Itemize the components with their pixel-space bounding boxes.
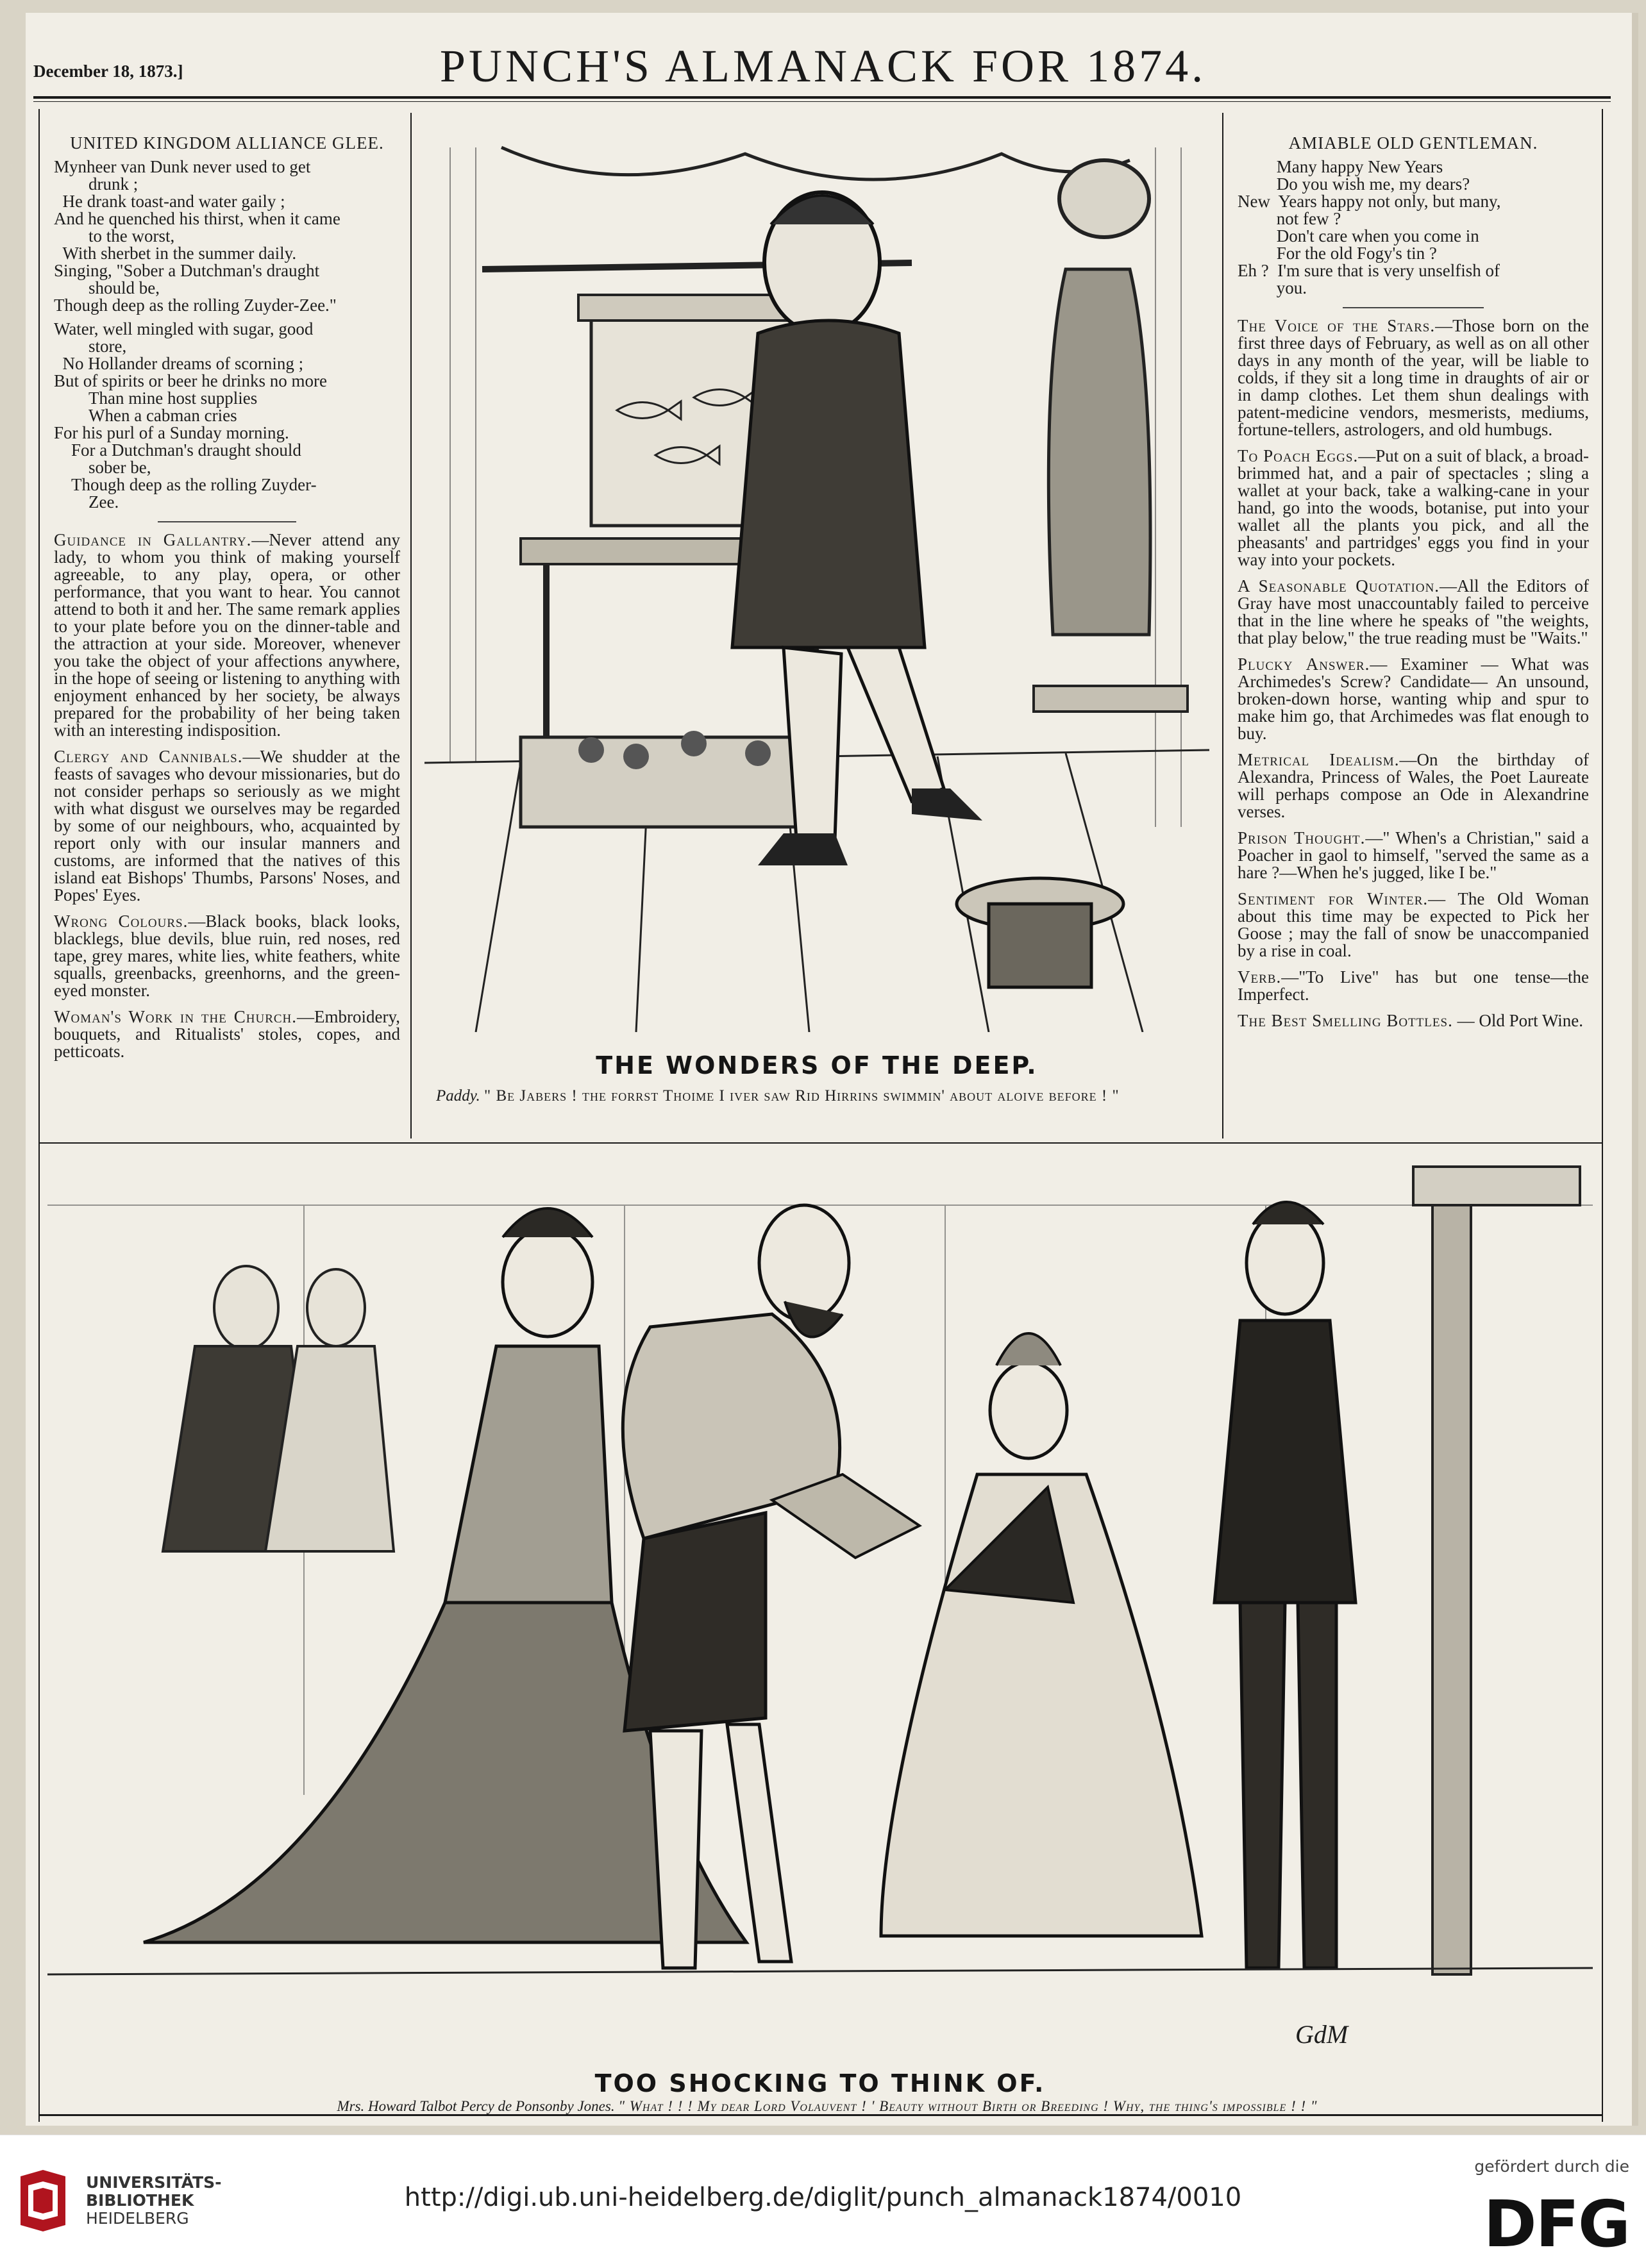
- artist-signature: GdM: [1295, 2020, 1348, 2049]
- paragraph-text: —All the Editors of Gray have most unaccountably failed to perceive that in the line where he speaks of "the weights, that play below," the true reading must be "Waits.": [1238, 576, 1589, 647]
- paragraph: [1238, 578, 1589, 647]
- verse-line: Do you wish me, my dears?: [1238, 174, 1470, 194]
- paragraph: [1238, 830, 1589, 881]
- paragraph-text: —Never attend any lady, to whom you think of making yourself agreeable, to any play, opera, or other performance, that you want to hear. You cannot attend to both it and her. The same remark applies to your plate before you on the dinner-table and the attraction at your side. Moreover, whenever you take the object of your affections anywhere, in the hope of seeing or listening to anything with enjoyment enhanced by her society, be always prepared for the probability of her being taken with an interesting indisposition.: [54, 530, 400, 740]
- verse-line: Though deep as the rolling Zuyder-: [54, 475, 317, 494]
- bottom-cartoon-speaker: Mrs. Howard Talbot Percy de Ponsonby Jones.: [337, 2098, 615, 2114]
- library-line: BIBLIOTHEK: [86, 2191, 194, 2210]
- verse-line: you.: [1238, 278, 1307, 297]
- verse-line: to the worst,: [54, 226, 175, 246]
- verse-line: When a cabman cries: [54, 406, 237, 425]
- verse-line: No Hollander dreams of scorning ;: [54, 354, 304, 373]
- verse-line: New Years happy not only, but many,: [1238, 192, 1501, 211]
- paragraph-lead: To Poach Eggs.: [1238, 446, 1359, 465]
- paragraph-lead: Metrical Idealism.: [1238, 750, 1400, 769]
- library-line: UNIVERSITÄTS-: [86, 2173, 222, 2192]
- verse-line: He drank toast-and water gaily ;: [54, 192, 285, 211]
- divider: [1343, 307, 1483, 308]
- paragraph: [1238, 969, 1589, 1003]
- paragraph-text: — The Old Woman about this time may be expected to Pick her Goose ; may the fall of snow be unaccompanied by a rise in coal.: [1238, 889, 1589, 960]
- verse-line: For a Dutchman's draught should: [54, 440, 301, 460]
- paragraph: [54, 748, 400, 904]
- paragraph-text: —On the birthday of Alexandra, Princess of Wales, the Poet Laureate will perhaps compose an Ode in Alexandrine verses.: [1238, 750, 1590, 821]
- paragraph: [1238, 317, 1589, 438]
- top-cartoon-title: THE WONDERS OF THE DEEP.: [596, 1051, 1038, 1080]
- paragraph-text: — Examiner — What was Archimedes's Screw? Candidate— An unsound, broken-down horse, wanting whip and spur to make him go, that Archimedes was flat enough to buy.: [1238, 655, 1589, 743]
- paragraph-lead: Woman's Work in the Church.: [54, 1007, 298, 1026]
- verse-line: Zee.: [54, 492, 119, 512]
- section-divider: [38, 1142, 1603, 1144]
- paragraph-text: —Put on a suit of black, a broad-brimmed hat, and a pair of spectacles ; sling a wallet at your back, take a walking-cane in your hand, go into the woods, botanise, put into your wallet all the plants you pick, and all the pheasants' and partridges' eggs you find in your way into your pockets.: [1238, 446, 1589, 569]
- poem-title: AMIABLE OLD GENTLEMAN.: [1288, 133, 1538, 153]
- verse-line: For the old Fogy's tin ?: [1238, 244, 1437, 263]
- paragraph-lead: A Seasonable Quotation.: [1238, 576, 1440, 596]
- verse-line: Don't care when you come in: [1238, 226, 1479, 246]
- paragraph: [1238, 1012, 1589, 1030]
- verse-line: should be,: [54, 278, 160, 297]
- paragraph: [54, 1008, 400, 1060]
- dfg-logo: DFG: [1483, 2187, 1629, 2262]
- paragraph-text: —" When's a Christian," said a Poacher in gaol to himself, "served the same as a hare ?—When he's jugged, like I be.": [1238, 828, 1589, 882]
- too-shocking-illustration: [47, 1154, 1593, 2051]
- paragraph-text: —"To Live" has but one tense—the Imperfect.: [1238, 967, 1589, 1004]
- paragraph: [1238, 447, 1589, 569]
- verse-line: For his purl of a Sunday morning.: [54, 423, 289, 442]
- paragraph-lead: Clergy and Cannibals.: [54, 747, 243, 766]
- paragraph-lead: Prison Thought.: [1238, 828, 1366, 847]
- header-rule-thin: [33, 101, 1611, 102]
- bottom-rule: [38, 2114, 1603, 2116]
- column-divider-left: [410, 113, 412, 1138]
- top-cartoon-speaker: Paddy.: [436, 1087, 480, 1105]
- verse-line: not few ?: [1238, 209, 1341, 228]
- verse-line: sober be,: [54, 458, 151, 477]
- verse-line: But of spirits or beer he drinks no more: [54, 371, 327, 390]
- header-rule: [33, 96, 1611, 99]
- frame-right: [1602, 109, 1603, 2122]
- bottom-cartoon-caption: [64, 2099, 1590, 2114]
- verse-line: Though deep as the rolling Zuyder-Zee.": [54, 296, 337, 315]
- verse-line: Mynheer van Dunk never used to get: [54, 157, 311, 176]
- right-column: [1238, 135, 1589, 1030]
- paragraph: [1238, 890, 1589, 960]
- paragraph-lead: Wrong Colours.: [54, 912, 189, 931]
- viewer-footer: [0, 2135, 1646, 2268]
- top-cartoon-quote: " Be Jabers ! the forrst Thoime I iver saw Rid Hirrins swimmin' about aloive before ! ": [484, 1087, 1120, 1105]
- paragraph-text: —Embroidery, bouquets, and Ritualists' stoles, copes, and petticoats.: [54, 1007, 400, 1061]
- permalink-url[interactable]: http://digi.ub.uni-heidelberg.de/diglit/punch_almanack1874/0010: [404, 2183, 1242, 2212]
- verse-line: drunk ;: [54, 174, 139, 194]
- paragraph-text: —Those born on the first three days of February, as well as on all other days in any month of the year, will be liable to colds, if they sit a long time in draughts of air or in damp clothes. Let them shun dealings with patent-medicine vendors, mesmerists, mediums, fortune-tellers, astrologers, and old humbugs.: [1238, 316, 1589, 439]
- frame-left: [38, 109, 40, 2122]
- page-title: PUNCH'S ALMANACK FOR 1874.: [439, 40, 1207, 92]
- paragraph-lead: The Best Smelling Bottles.: [1238, 1011, 1453, 1030]
- poem-verse: [1238, 158, 1589, 297]
- issue-date: December 18, 1873.]: [33, 62, 183, 81]
- verse-line: Water, well mingled with sugar, good: [54, 319, 314, 338]
- column-divider-right: [1222, 113, 1223, 1138]
- verse-line: Many happy New Years: [1238, 157, 1443, 176]
- paragraph-text: —Black books, black looks, blacklegs, blue devils, blue ruin, red noses, red tape, grey mares, white lies, white feathers, white squalls, greenbacks, greenhorns, and the green-eyed monster.: [54, 912, 400, 1000]
- left-column: [54, 135, 400, 1060]
- divider: [158, 521, 296, 522]
- glee-title: UNITED KINGDOM ALLIANCE GLEE.: [70, 133, 384, 153]
- verse-line: Eh ? I'm sure that is very unselfish of: [1238, 261, 1500, 280]
- glee-verse: [54, 158, 400, 511]
- paragraph-lead: Guidance in Gallantry.: [54, 530, 252, 549]
- paragraph-text: — Old Port Wine.: [1452, 1011, 1583, 1030]
- bottom-cartoon-title: TOO SHOCKING TO THINK OF.: [594, 2069, 1046, 2097]
- paragraph-text: —We shudder at the feasts of savages who devour missionaries, but do not consider perhaps so seriously as we might with what disgust we ourselves may be regarded by some of our neighbours, who, acquainted by report only with our insular manners and customs, are informed that the natives of this island eat Bishops' Thumbs, Parsons' Noses, and Popes' Eyes.: [54, 747, 400, 905]
- verse-line: With sherbet in the summer daily.: [54, 244, 297, 263]
- wonders-of-the-deep-illustration: [424, 122, 1209, 1032]
- paragraph-lead: Plucky Answer.: [1238, 655, 1370, 674]
- bottom-cartoon-quote: " What ! ! ! My dear Lord Volauvent ! ' Beauty without Birth or Breeding ! Why, the thing's impossible ! ! ": [618, 2098, 1318, 2114]
- verse-line: Than mine host supplies: [54, 388, 258, 408]
- paragraph: [1238, 656, 1589, 742]
- top-cartoon-caption: [436, 1087, 1199, 1105]
- paragraph: [1238, 751, 1589, 821]
- paragraph-lead: Verb.: [1238, 967, 1282, 987]
- verse-line: And he quenched his thirst, when it came: [54, 209, 340, 228]
- paragraph: [54, 531, 400, 739]
- paragraph: [54, 913, 400, 999]
- verse-line: store,: [54, 337, 127, 356]
- library-line: HEIDELBERG: [86, 2209, 189, 2228]
- funding-note: gefördert durch die: [1474, 2157, 1629, 2176]
- verse-line: Singing, "Sober a Dutchman's draught: [54, 261, 320, 280]
- paragraph-lead: Sentiment for Winter.: [1238, 889, 1429, 908]
- paragraph-lead: The Voice of the Stars.: [1238, 316, 1436, 335]
